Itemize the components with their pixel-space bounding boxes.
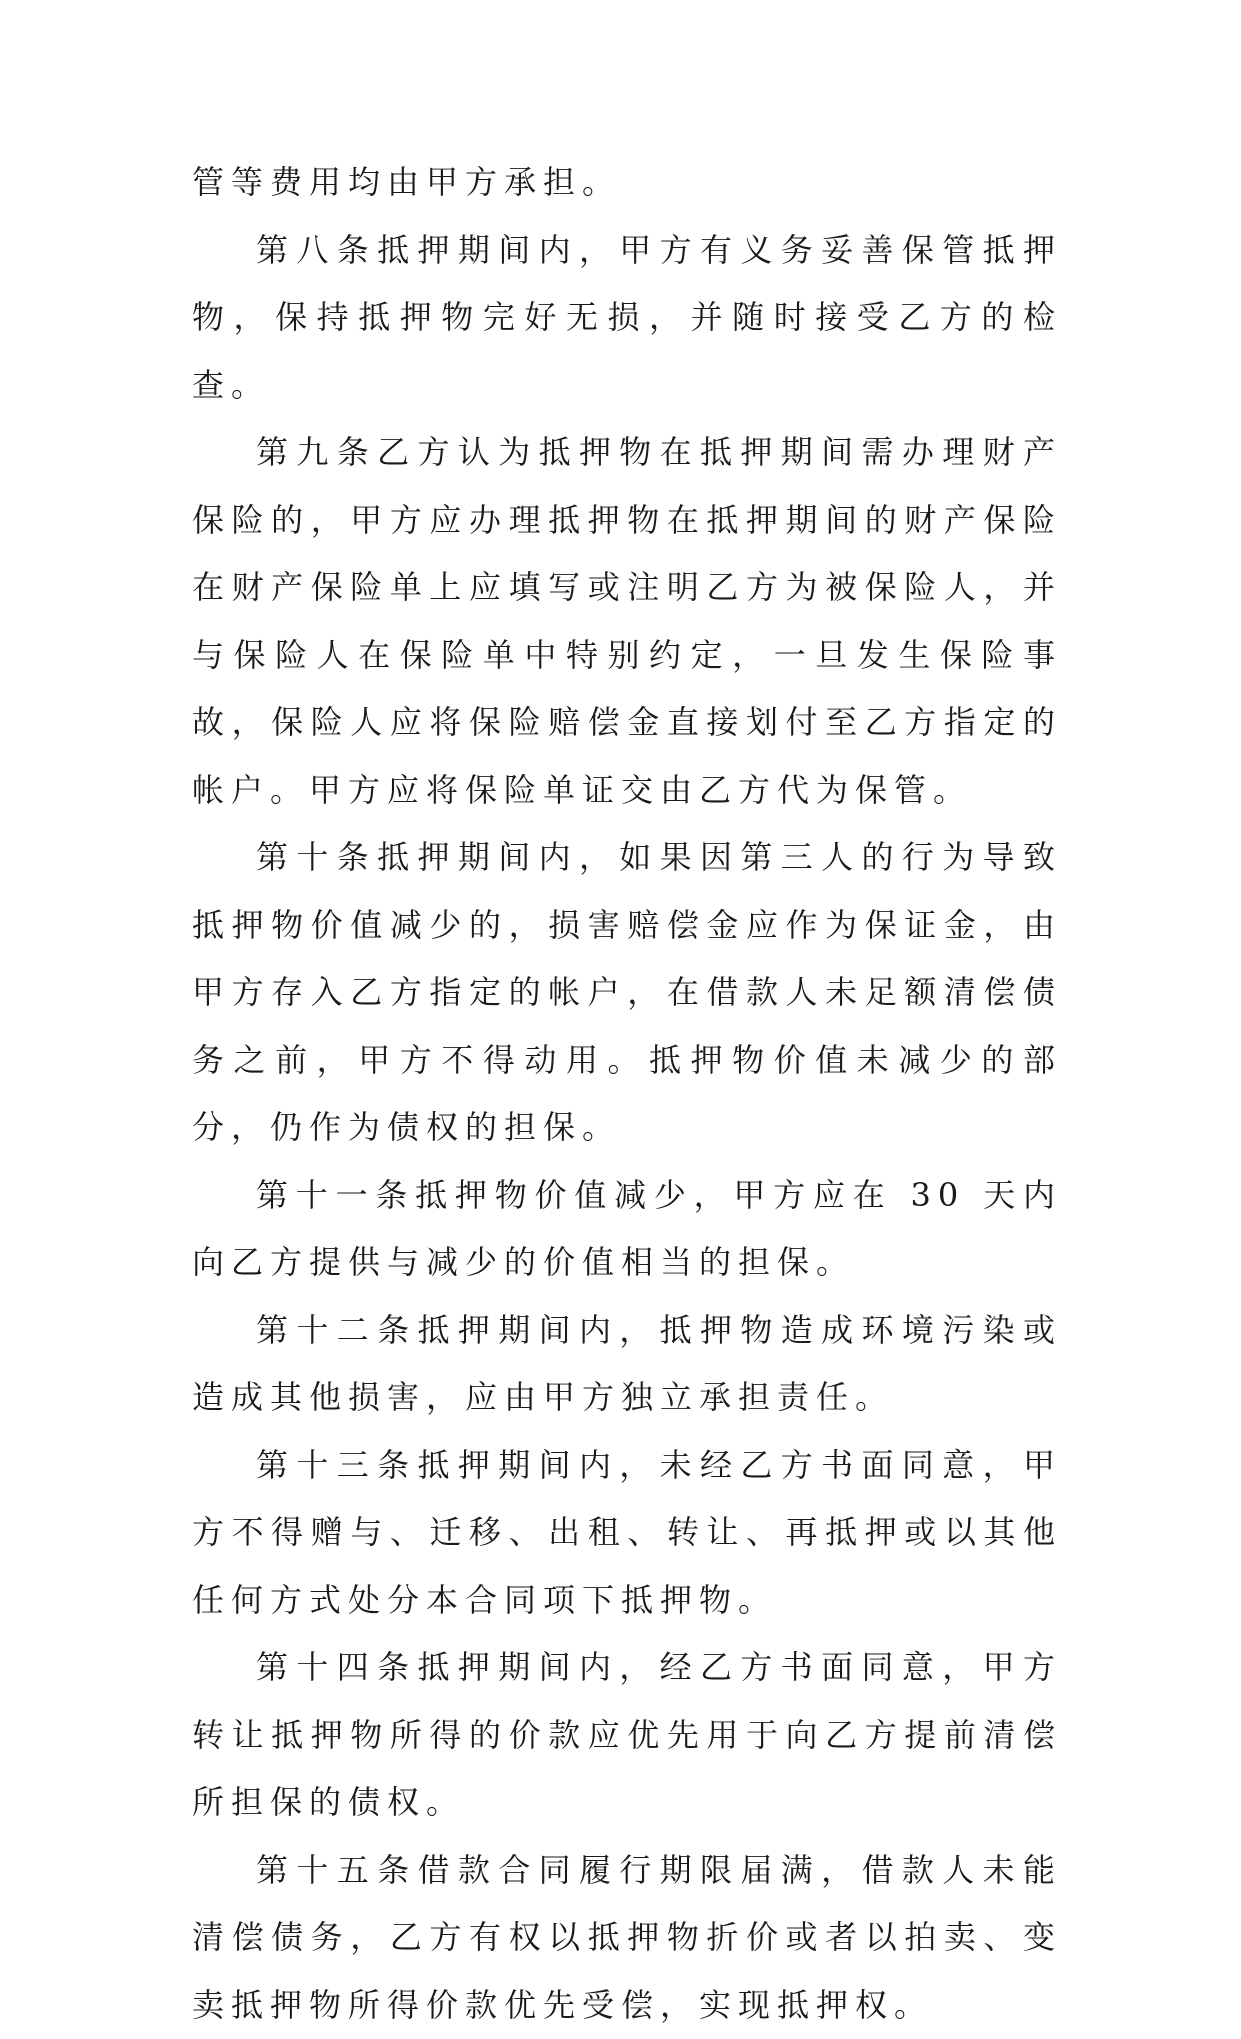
- document-body: [192, 149, 1062, 2039]
- paragraph-article-14: 第十四条抵押期间内，经乙方书面同意，甲方转让抵押物所得的价款应优先用于向乙方提前清偿所担保的债权。: [192, 1634, 1062, 1837]
- paragraph-article-8: 第八条抵押期间内，甲方有义务妥善保管抵押物，保持抵押物完好无损，并随时接受乙方的检查。: [192, 217, 1062, 420]
- paragraph-article-9: 第九条乙方认为抵押物在抵押期间需办理财产保险的，甲方应办理抵押物在抵押期间的财产保险在财产保险单上应填写或注明乙方为被保险人，并与保险人在保险单中特别约定，一旦发生保险事故，保险人应将保险赔偿金直接划付至乙方指定的帐户。甲方应将保险单证交由乙方代为保管。: [192, 419, 1062, 824]
- paragraph-article-11: 第十一条抵押物价值减少，甲方应在 30 天内向乙方提供与减少的价值相当的担保。: [192, 1162, 1062, 1297]
- paragraph-article-15: 第十五条借款合同履行期限届满，借款人未能清偿债务，乙方有权以抵押物折价或者以拍卖、变卖抵押物所得价款优先受偿，实现抵押权。: [192, 1837, 1062, 2039]
- paragraph-continuation: 管等费用均由甲方承担。: [192, 149, 1062, 217]
- paragraph-article-10: 第十条抵押期间内，如果因第三人的行为导致抵押物价值减少的，损害赔偿金应作为保证金，由甲方存入乙方指定的帐户，在借款人未足额清偿债务之前，甲方不得动用。抵押物价值未减少的部分，仍作为债权的担保。: [192, 824, 1062, 1162]
- paragraph-article-13: 第十三条抵押期间内，未经乙方书面同意，甲方不得赠与、迁移、出租、转让、再抵押或以其他任何方式处分本合同项下抵押物。: [192, 1432, 1062, 1635]
- paragraph-article-12: 第十二条抵押期间内，抵押物造成环境污染或造成其他损害，应由甲方独立承担责任。: [192, 1297, 1062, 1432]
